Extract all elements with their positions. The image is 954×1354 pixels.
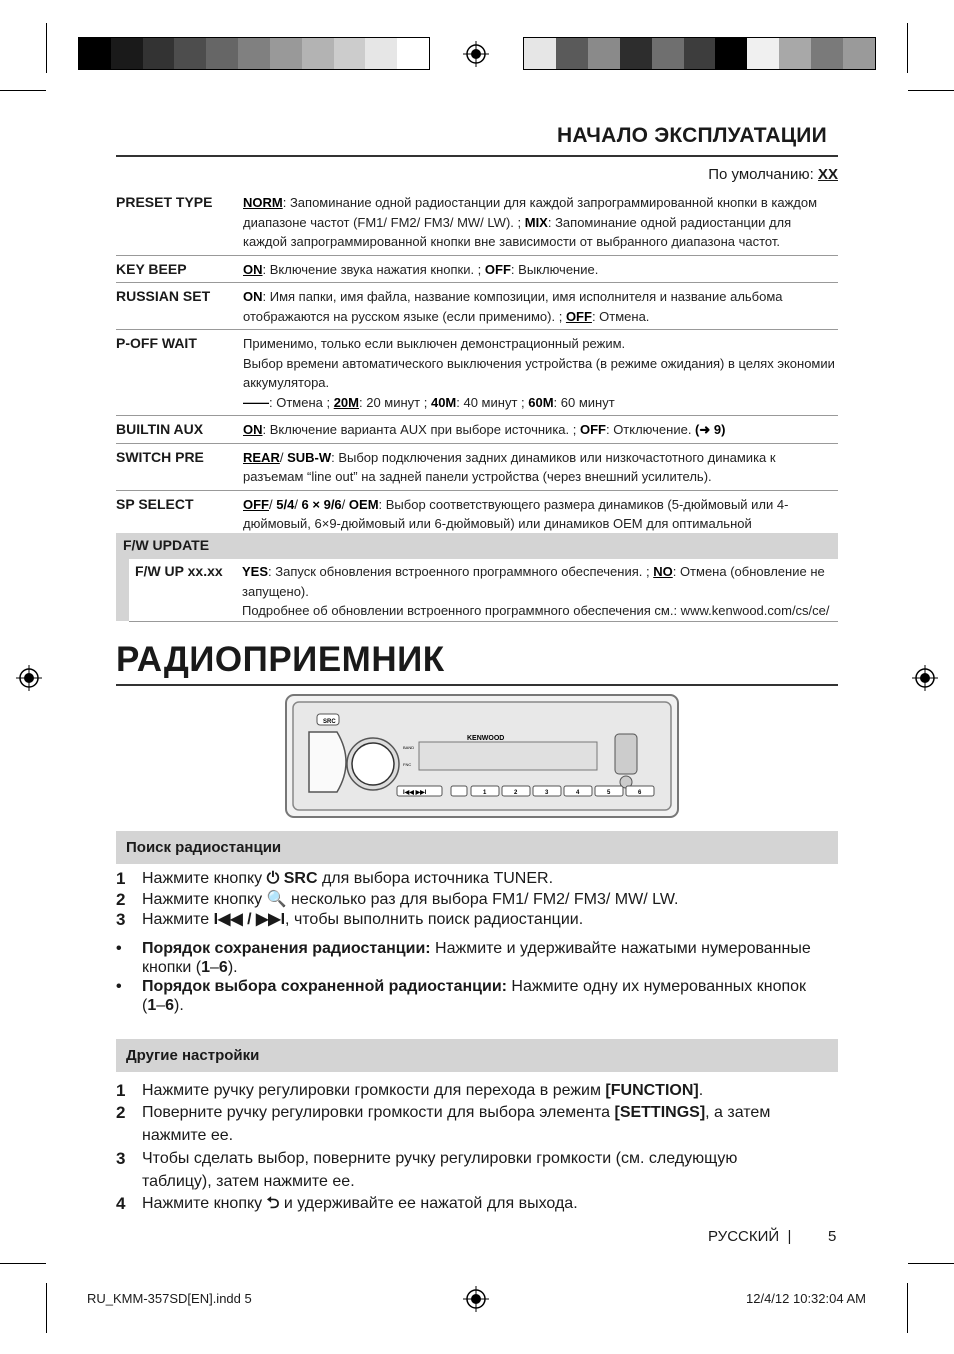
bullet-bold: Порядок сохранения радиостанции: [142, 940, 431, 957]
step-text [142, 1192, 802, 1215]
color-swatch [302, 38, 334, 69]
fw-value [242, 562, 838, 621]
setting-text: 5/4 [276, 496, 295, 512]
setting-text: / [279, 449, 288, 465]
settings-row [116, 283, 838, 330]
color-bar-left [78, 37, 430, 70]
color-swatch [397, 38, 429, 69]
crop-mark [908, 90, 954, 91]
step-text-c: , а затем нажмите ее. [142, 1104, 771, 1144]
setting-text: REAR [243, 449, 280, 465]
page-number: 5 [828, 1228, 837, 1245]
setting-key: RUSSIAN SET [116, 283, 243, 330]
step-icon: ⏻ [266, 870, 280, 887]
setting-text: : Отмена ; [269, 394, 334, 410]
color-swatch [652, 38, 684, 69]
setting-value [243, 443, 838, 490]
section-rule [116, 155, 838, 157]
slug-file: RU_KMM-357SD[EN].indd 5 [87, 1291, 252, 1306]
color-swatch [556, 38, 588, 69]
fw-update-row [129, 559, 838, 622]
device-band-label: BAND [403, 745, 415, 750]
setting-text: : 20 минут ; [359, 394, 431, 410]
step-text-c: для выбора источника TUNER. [317, 870, 554, 887]
setting-value [243, 416, 838, 444]
setting-text: : Отключение. [605, 422, 696, 437]
fw-no-text: : Отмена (обновление не запущено). [242, 564, 825, 599]
bullet-range-end: 6 [218, 959, 228, 976]
device-brand: KENWOOD [467, 735, 505, 742]
color-swatch [270, 38, 302, 69]
preset-label: 3 [545, 790, 549, 796]
bullet-body: Нажмите и удерживайте нажатыми нумерованные кнопки ( [142, 940, 811, 976]
setting-key: SP SELECT [116, 490, 243, 557]
step-text-a: Поверните ручку регулировки громкости для выбора элемента [142, 1104, 615, 1121]
footer-language-label: РУССКИЙ [708, 1228, 780, 1245]
setting-text: : Выбор соответствующего размера динамиков (5-дюймовый или 4-дюймовый, 6×9-дюймовый или 6-дюймовый) или динамиков OEM для оптимальной [243, 496, 789, 531]
setting-text: 20M [333, 394, 359, 410]
bullet-end: ). [227, 959, 238, 976]
footer-separator: | [787, 1228, 792, 1245]
default-value: XX [817, 166, 838, 183]
setting-value [243, 255, 838, 283]
settings-row [116, 416, 838, 444]
settings-row [116, 443, 838, 490]
setting-key: BUILTIN AUX [116, 416, 243, 444]
step-text-a: Нажмите ручку регулировки громкости для перехода в режим [142, 1082, 606, 1099]
setting-text: 6 × 9/6 [301, 496, 342, 512]
setting-text: : Отмена. [591, 308, 650, 324]
setting-text: Применимо, только если выключен демонстрационный режим. [243, 336, 626, 351]
step-text [142, 1079, 802, 1102]
color-swatch [111, 38, 143, 69]
step-number: 3 [116, 1149, 126, 1168]
step-number: 2 [116, 890, 126, 909]
color-swatch [715, 38, 747, 69]
setting-text: MIX [524, 214, 548, 230]
fw-key: F/W UP xx.xx [135, 563, 223, 579]
setting-key: P-OFF WAIT [116, 330, 243, 416]
step-text-c: и удерживайте ее нажатой для выхода. [279, 1195, 578, 1212]
step-text [142, 1147, 802, 1193]
registration-mark-icon [912, 665, 938, 691]
title-rule [116, 684, 838, 686]
setting-value [243, 283, 838, 330]
setting-text: NORM [243, 195, 283, 210]
step-number: 2 [116, 1103, 126, 1122]
setting-text: —— [243, 394, 269, 410]
settings-row [116, 330, 838, 416]
setting-text: : Запоминание одной радиостанции для каждой запрограммированной кнопки вне зависимости от выбранного диапазона частот. [243, 214, 792, 249]
settings-table [116, 189, 838, 557]
crop-mark [907, 23, 908, 73]
step-bold: [SETTINGS] [614, 1104, 706, 1121]
bullet-range-dash: – [156, 997, 166, 1014]
setting-text: (➜ 9) [695, 422, 726, 437]
color-swatch [238, 38, 270, 69]
fw-yes: YES [242, 564, 269, 579]
crop-mark [46, 23, 47, 73]
setting-text: OFF [243, 496, 269, 512]
step-text-a: Чтобы сделать выбор, поверните ручку регулировки громкости (см. следующую таблицу), затем нажмите ее. [142, 1150, 738, 1190]
color-bar-right [523, 37, 876, 70]
color-swatch [811, 38, 843, 69]
setting-text: : Запоминание одной радиостанции для каждой запрограммированной кнопки в каждом диапазоне частот (FM1/ FM2/ FM3/ MW/ LW). ; [243, 195, 818, 230]
fw-update-header [116, 533, 838, 559]
setting-text: ON [243, 289, 263, 304]
svg-text:I◀◀ ▶▶I: I◀◀ ▶▶I [403, 790, 427, 796]
bullet-bold: Порядок выбора сохраненной радиостанции: [142, 978, 507, 995]
bullet-range-end: 6 [165, 997, 175, 1014]
device-illustration [285, 694, 679, 818]
slug-date: 12/4/12 10:32:04 AM [746, 1291, 866, 1306]
step-text [142, 868, 822, 889]
setting-text: : Включение варианта AUX при выборе источника. ; [262, 422, 580, 437]
setting-text: ON [243, 261, 263, 277]
color-swatch [143, 38, 175, 69]
color-swatch [684, 38, 716, 69]
setting-value [243, 330, 838, 416]
crop-mark [0, 90, 46, 91]
step-number: 1 [116, 869, 126, 888]
step-bold: SRC [279, 870, 318, 887]
bullet-range-dash: – [210, 959, 219, 976]
color-swatch [334, 38, 366, 69]
color-swatch [779, 38, 811, 69]
setting-text: : Включение звука нажатия кнопки. ; [262, 261, 485, 277]
setting-text: : 40 минут ; [456, 394, 529, 410]
step-text-a: Нажмите кнопку [142, 891, 267, 908]
color-swatch [79, 38, 111, 69]
bullet-range-start: 1 [201, 959, 211, 976]
setting-text: OFF [565, 308, 592, 324]
footer-language [708, 1228, 791, 1245]
fw-update-title: F/W UPDATE [123, 537, 210, 553]
step-text-a: Нажмите кнопку [142, 1195, 267, 1212]
bullet-dot: • [116, 978, 122, 995]
color-swatch [747, 38, 779, 69]
step-text-c: , чтобы выполнить поиск радиостанции. [285, 911, 584, 928]
crop-mark [46, 1283, 47, 1333]
settings-row [116, 255, 838, 283]
default-note [708, 166, 838, 183]
setting-key: KEY BEEP [116, 255, 243, 283]
fw-no: NO [653, 564, 673, 579]
step-text-c: . [698, 1082, 704, 1099]
step-bold: ⮌ [266, 1195, 280, 1212]
device-src-label: SRC [323, 719, 336, 725]
step-text-c: несколько раз для выбора FM1/ FM2/ FM3/ MW/ LW. [286, 891, 679, 908]
setting-text: : Имя папки, имя файла, название композиции, имя исполнителя и название альбома отображаются на русском языке (если применимо). ; [243, 289, 783, 324]
color-swatch [524, 38, 556, 69]
fw-more-info: Подробнее об обновлении встроенного программного обеспечения см.: www.kenwood.com/cs/ce/ [242, 603, 830, 618]
bullet-text [142, 977, 822, 1015]
step-bold: [FUNCTION] [605, 1082, 699, 1099]
setting-text: OEM [348, 496, 379, 512]
setting-key: PRESET TYPE [116, 189, 243, 255]
step-number: 4 [116, 1194, 126, 1213]
setting-text: / [294, 496, 302, 512]
fw-update-side [116, 559, 129, 621]
fw-yes-text: : Запуск обновления встроенного программного обеспечения. ; [268, 564, 654, 579]
setting-value [243, 189, 838, 255]
color-swatch [365, 38, 397, 69]
setting-text: 40M [430, 394, 457, 410]
crop-mark [0, 1263, 46, 1264]
step-number: 3 [116, 910, 126, 929]
step-number: 1 [116, 1081, 126, 1100]
preset-label: 6 [638, 790, 642, 796]
settings-row [116, 189, 838, 255]
setting-text: OFF [484, 261, 511, 277]
setting-text: SUB-W [287, 449, 332, 465]
setting-text: : Выбор подключения задних динамиков или низкочастотного динамика к разъемам “line out” на задней панели устройства (через внешний усилитель). [243, 449, 776, 484]
device-fnc-label: FNC [403, 762, 412, 767]
preset-label: 1 [483, 790, 487, 796]
registration-mark-icon [16, 665, 42, 691]
step-text [142, 889, 822, 910]
color-swatch [620, 38, 652, 69]
preset-label: 4 [576, 790, 580, 796]
setting-text: : 60 минут [553, 394, 615, 410]
crop-mark [907, 1283, 908, 1333]
setting-text: / [269, 496, 277, 512]
color-swatch [206, 38, 238, 69]
default-label: По умолчанию: [708, 166, 814, 183]
registration-mark-icon [463, 1286, 489, 1312]
bullet-body: Нажмите одну их нумерованных кнопок ( [142, 978, 807, 1014]
other-settings-header [116, 1039, 838, 1072]
preset-label: 2 [514, 790, 518, 796]
bullet-text [142, 939, 822, 977]
setting-key: SWITCH PRE [116, 443, 243, 490]
color-swatch [588, 38, 620, 69]
step-text-a: Нажмите [142, 911, 214, 928]
page-title: РАДИОПРИЕМНИК [116, 640, 445, 679]
crop-mark [908, 1263, 954, 1264]
section-title: НАЧАЛО ЭКСПЛУАТАЦИИ [557, 124, 827, 147]
bullet-range-start: 1 [147, 997, 157, 1014]
step-text [142, 909, 822, 930]
setting-text: 60M [528, 394, 554, 410]
setting-text: Выбор времени автоматического выключения устройства (в режиме ожидания) в целях экономии аккумулятора. [243, 355, 835, 390]
setting-text: / [341, 496, 349, 512]
bullet-end: ). [174, 997, 184, 1014]
step-icon: 🔍 [266, 891, 287, 908]
color-swatch [174, 38, 206, 69]
step-icon: I◀◀ / ▶▶I [213, 911, 286, 928]
search-station-header [116, 831, 838, 864]
registration-mark-icon [463, 41, 489, 67]
setting-text: OFF [579, 422, 606, 437]
setting-text: : Выключение. [510, 261, 599, 277]
step-text [142, 1101, 802, 1147]
step-text-a: Нажмите кнопку [142, 870, 267, 887]
color-swatch [843, 38, 875, 69]
setting-text: ON [243, 422, 263, 437]
search-station-title: Поиск радиостанции [126, 839, 282, 856]
other-settings-title: Другие настройки [126, 1047, 260, 1064]
preset-label: 5 [607, 790, 611, 796]
bullet-dot: • [116, 940, 122, 957]
